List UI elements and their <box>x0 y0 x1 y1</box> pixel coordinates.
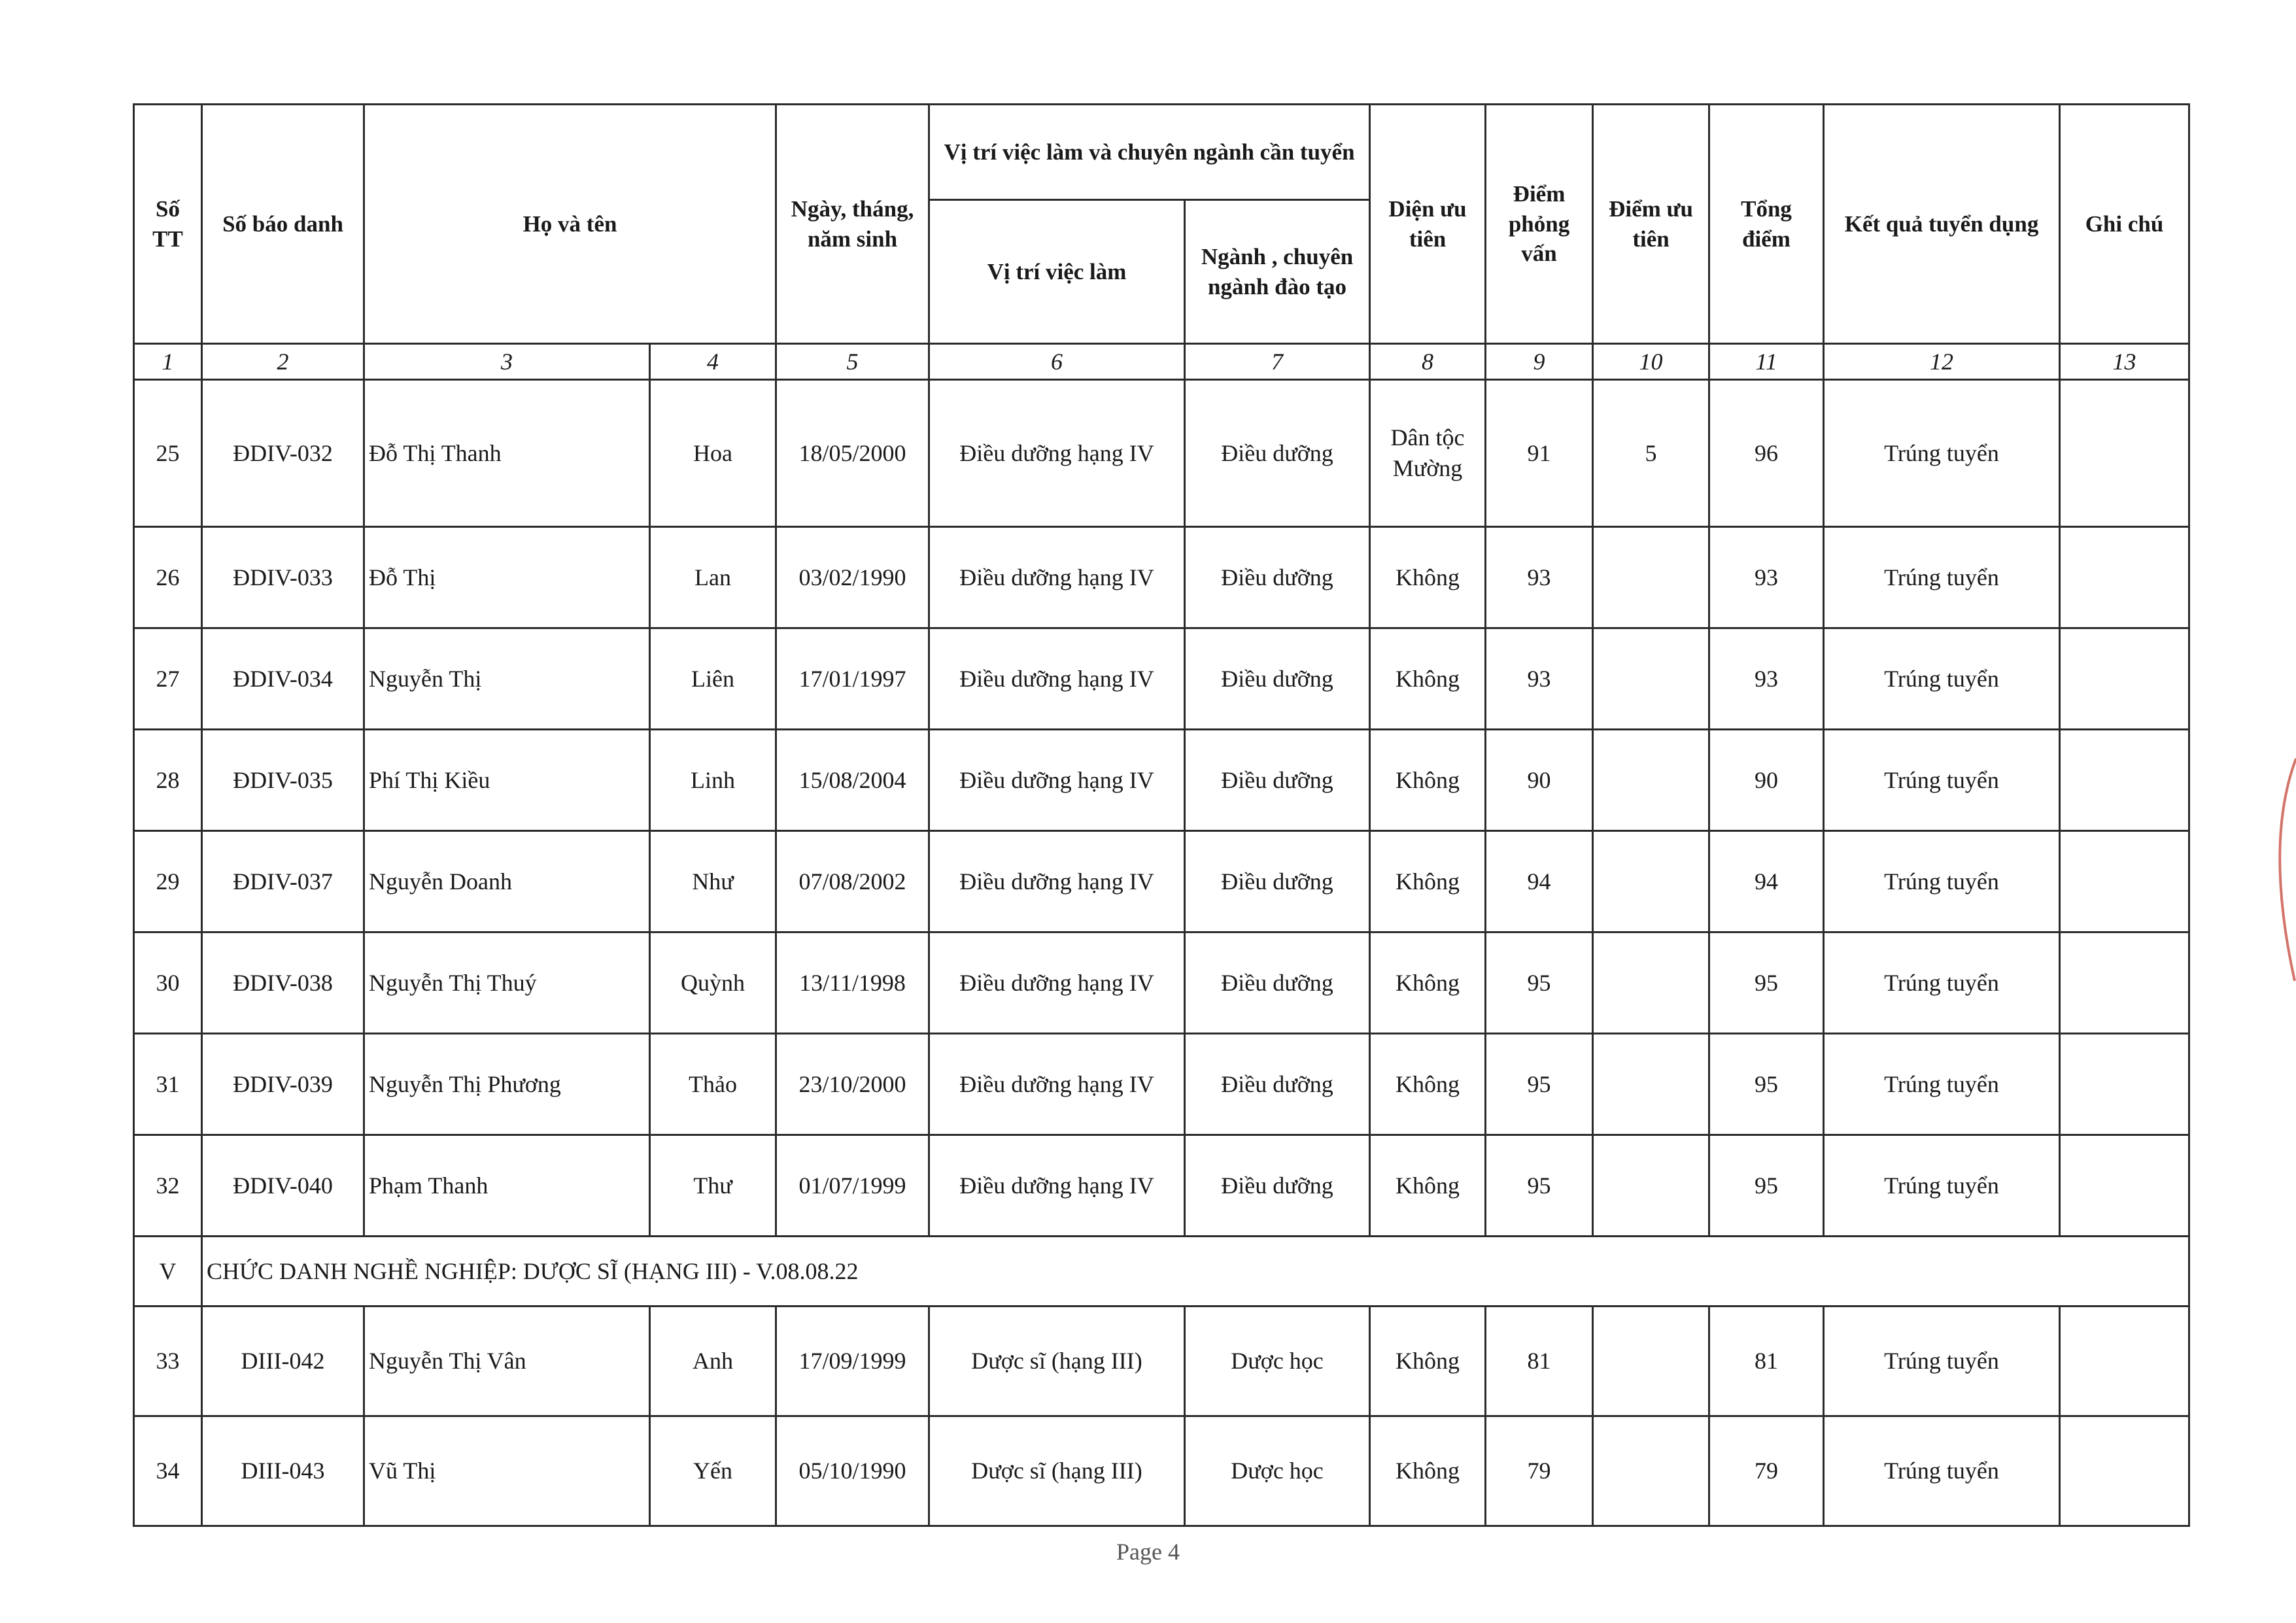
table-row <box>134 1135 2189 1237</box>
cell-vt: Dược sĩ (hạng III) <box>929 1416 1185 1526</box>
cell-dut: Không <box>1370 730 1486 831</box>
cell-dut: Không <box>1370 1416 1486 1526</box>
table-row <box>134 628 2189 730</box>
cell-ns: 05/10/1990 <box>776 1416 929 1526</box>
cell-ns: 17/09/1999 <box>776 1307 929 1416</box>
cell-stt: 26 <box>134 527 202 628</box>
cell-ut <box>1593 1307 1709 1416</box>
cell-ng: Điều dưỡng <box>1185 831 1370 932</box>
cell-sbd: ĐDIV-034 <box>202 628 364 730</box>
cell-vt: Điều dưỡng hạng IV <box>929 1034 1185 1135</box>
table-row <box>134 1416 2189 1526</box>
table-row <box>134 527 2189 628</box>
header-stt: Số TT <box>134 105 202 344</box>
cell-ng: Điều dưỡng <box>1185 730 1370 831</box>
cell-vt: Điều dưỡng hạng IV <box>929 831 1185 932</box>
cell-vt: Dược sĩ (hạng III) <box>929 1307 1185 1416</box>
cell-stt: 34 <box>134 1416 202 1526</box>
cell-pv: 93 <box>1486 628 1593 730</box>
table-row <box>134 730 2189 831</box>
cell-ns: 13/11/1998 <box>776 932 929 1034</box>
cell-stt: 31 <box>134 1034 202 1135</box>
cell-ut: 5 <box>1593 380 1709 527</box>
cell-sbd: ĐDIV-035 <box>202 730 364 831</box>
cell-dut: Không <box>1370 1135 1486 1237</box>
cell-sbd: DIII-042 <box>202 1307 364 1416</box>
results-sheet <box>133 103 2190 1527</box>
cell-tong: 93 <box>1709 628 1824 730</box>
cell-dut: Không <box>1370 831 1486 932</box>
cell-ng: Dược học <box>1185 1307 1370 1416</box>
header-ghi-chu: Ghi chú <box>2060 105 2189 344</box>
cell-ns: 23/10/2000 <box>776 1034 929 1135</box>
table-row <box>134 380 2189 527</box>
cell-ns: 18/05/2000 <box>776 380 929 527</box>
header-diem-uu-tien: Điểm ưu tiên <box>1593 105 1709 344</box>
cell-pv: 90 <box>1486 730 1593 831</box>
column-number-row <box>134 344 2189 380</box>
cell-ng: Điều dưỡng <box>1185 1135 1370 1237</box>
table-row <box>134 1307 2189 1416</box>
header-vi-tri: Vị trí việc làm <box>929 200 1185 344</box>
results-table <box>133 103 2190 1527</box>
header-nganh: Ngành , chuyên ngành đào tạo <box>1185 200 1370 344</box>
cell-pv: 95 <box>1486 1034 1593 1135</box>
column-number: 9 <box>1486 344 1593 380</box>
cell-ho: Phí Thị Kiều <box>364 730 650 831</box>
cell-pv: 91 <box>1486 380 1593 527</box>
cell-dut: Không <box>1370 1307 1486 1416</box>
cell-ng: Điều dưỡng <box>1185 380 1370 527</box>
header-tong-diem: Tổng điểm <box>1709 105 1824 344</box>
cell-ns: 17/01/1997 <box>776 628 929 730</box>
table-row <box>134 1034 2189 1135</box>
cell-tong: 93 <box>1709 527 1824 628</box>
cell-tong: 94 <box>1709 831 1824 932</box>
cell-tong: 96 <box>1709 380 1824 527</box>
cell-ten: Yến <box>650 1416 776 1526</box>
header-ngay-sinh: Ngày, tháng, năm sinh <box>776 105 929 344</box>
cell-gc <box>2060 1416 2189 1526</box>
cell-ng: Điều dưỡng <box>1185 527 1370 628</box>
column-number: 2 <box>202 344 364 380</box>
cell-ho: Vũ Thị <box>364 1416 650 1526</box>
cell-ut <box>1593 1034 1709 1135</box>
column-number: 8 <box>1370 344 1486 380</box>
cell-pv: 81 <box>1486 1307 1593 1416</box>
cell-sbd: ĐDIV-039 <box>202 1034 364 1135</box>
cell-ut <box>1593 730 1709 831</box>
cell-ten: Như <box>650 831 776 932</box>
cell-sbd: ĐDIV-040 <box>202 1135 364 1237</box>
cell-dut: Không <box>1370 932 1486 1034</box>
column-number: 12 <box>1824 344 2060 380</box>
cell-ng: Điều dưỡng <box>1185 628 1370 730</box>
cell-ns: 03/02/1990 <box>776 527 929 628</box>
cell-sbd: ĐDIV-032 <box>202 380 364 527</box>
cell-sbd: DIII-043 <box>202 1416 364 1526</box>
cell-stt: 33 <box>134 1307 202 1416</box>
cell-kq: Trúng tuyển <box>1824 831 2060 932</box>
column-number: 10 <box>1593 344 1709 380</box>
cell-pv: 93 <box>1486 527 1593 628</box>
cell-pv: 95 <box>1486 1135 1593 1237</box>
cell-vt: Điều dưỡng hạng IV <box>929 1135 1185 1237</box>
page-number: Page 4 <box>1116 1539 1180 1565</box>
cell-dut: Không <box>1370 1034 1486 1135</box>
cell-gc <box>2060 1034 2189 1135</box>
cell-dut: Dân tộc Mường <box>1370 380 1486 527</box>
cell-vt: Điều dưỡng hạng IV <box>929 628 1185 730</box>
cell-stt: 32 <box>134 1135 202 1237</box>
cell-gc <box>2060 527 2189 628</box>
cell-tong: 95 <box>1709 1135 1824 1237</box>
column-number: 3 <box>364 344 650 380</box>
cell-pv: 94 <box>1486 831 1593 932</box>
cell-vt: Điều dưỡng hạng IV <box>929 380 1185 527</box>
column-number: 6 <box>929 344 1185 380</box>
column-number: 4 <box>650 344 776 380</box>
section-title: CHỨC DANH NGHỀ NGHIỆP: DƯỢC SĨ (HẠNG III) - V.08.08.22 <box>202 1237 2189 1307</box>
section-number: V <box>134 1237 202 1307</box>
cell-ut <box>1593 628 1709 730</box>
table-row <box>134 932 2189 1034</box>
cell-ho: Phạm Thanh <box>364 1135 650 1237</box>
cell-sbd: ĐDIV-037 <box>202 831 364 932</box>
cell-kq: Trúng tuyển <box>1824 730 2060 831</box>
cell-tong: 95 <box>1709 1034 1824 1135</box>
cell-ho: Nguyễn Thị Phương <box>364 1034 650 1135</box>
cell-dut: Không <box>1370 527 1486 628</box>
cell-ho: Nguyễn Doanh <box>364 831 650 932</box>
cell-stt: 25 <box>134 380 202 527</box>
header-sbd: Số báo danh <box>202 105 364 344</box>
cell-ut <box>1593 1135 1709 1237</box>
cell-sbd: ĐDIV-033 <box>202 527 364 628</box>
cell-ho: Nguyễn Thị Vân <box>364 1307 650 1416</box>
cell-ten: Thư <box>650 1135 776 1237</box>
cell-ho: Đỗ Thị Thanh <box>364 380 650 527</box>
section-row <box>134 1237 2189 1307</box>
column-number: 11 <box>1709 344 1824 380</box>
cell-ho: Đỗ Thị <box>364 527 650 628</box>
cell-kq: Trúng tuyển <box>1824 527 2060 628</box>
table-row <box>134 831 2189 932</box>
cell-kq: Trúng tuyển <box>1824 1416 2060 1526</box>
cell-ten: Anh <box>650 1307 776 1416</box>
cell-tong: 95 <box>1709 932 1824 1034</box>
header-diem-phong-van: Điểm phỏng vấn <box>1486 105 1593 344</box>
cell-stt: 28 <box>134 730 202 831</box>
cell-pv: 95 <box>1486 932 1593 1034</box>
cell-stt: 30 <box>134 932 202 1034</box>
cell-gc <box>2060 380 2189 527</box>
cell-stt: 29 <box>134 831 202 932</box>
cell-pv: 79 <box>1486 1416 1593 1526</box>
column-number: 5 <box>776 344 929 380</box>
header-ket-qua: Kết quả tuyển dụng <box>1824 105 2060 344</box>
cell-dut: Không <box>1370 628 1486 730</box>
cell-gc <box>2060 628 2189 730</box>
cell-ut <box>1593 1416 1709 1526</box>
cell-ho: Nguyễn Thị Thuý <box>364 932 650 1034</box>
cell-kq: Trúng tuyển <box>1824 932 2060 1034</box>
cell-ns: 07/08/2002 <box>776 831 929 932</box>
column-number: 13 <box>2060 344 2189 380</box>
cell-ten: Lan <box>650 527 776 628</box>
header-ho-ten: Họ và tên <box>364 105 776 344</box>
cell-kq: Trúng tuyển <box>1824 1135 2060 1237</box>
cell-kq: Trúng tuyển <box>1824 1034 2060 1135</box>
cell-kq: Trúng tuyển <box>1824 628 2060 730</box>
cell-kq: Trúng tuyển <box>1824 1307 2060 1416</box>
header-vi-tri-group: Vị trí việc làm và chuyên ngành cần tuyển <box>929 105 1370 200</box>
cell-stt: 27 <box>134 628 202 730</box>
cell-ten: Quỳnh <box>650 932 776 1034</box>
cell-gc <box>2060 831 2189 932</box>
cell-ng: Dược học <box>1185 1416 1370 1526</box>
cell-gc <box>2060 730 2189 831</box>
cell-gc <box>2060 932 2189 1034</box>
cell-ng: Điều dưỡng <box>1185 1034 1370 1135</box>
cell-ten: Thảo <box>650 1034 776 1135</box>
cell-ut <box>1593 932 1709 1034</box>
cell-ut <box>1593 527 1709 628</box>
cell-ns: 15/08/2004 <box>776 730 929 831</box>
cell-ut <box>1593 831 1709 932</box>
cell-tong: 90 <box>1709 730 1824 831</box>
cell-ho: Nguyễn Thị <box>364 628 650 730</box>
cell-ten: Liên <box>650 628 776 730</box>
cell-sbd: ĐDIV-038 <box>202 932 364 1034</box>
cell-ten: Linh <box>650 730 776 831</box>
cell-kq: Trúng tuyển <box>1824 380 2060 527</box>
red-seal-edge <box>2270 752 2296 987</box>
cell-tong: 79 <box>1709 1416 1824 1526</box>
cell-ng: Điều dưỡng <box>1185 932 1370 1034</box>
cell-tong: 81 <box>1709 1307 1824 1416</box>
cell-gc <box>2060 1307 2189 1416</box>
cell-vt: Điều dưỡng hạng IV <box>929 730 1185 831</box>
column-number: 1 <box>134 344 202 380</box>
header-dien-uu-tien: Diện ưu tiên <box>1370 105 1486 344</box>
cell-vt: Điều dưỡng hạng IV <box>929 527 1185 628</box>
cell-gc <box>2060 1135 2189 1237</box>
cell-ns: 01/07/1999 <box>776 1135 929 1237</box>
column-number: 7 <box>1185 344 1370 380</box>
cell-vt: Điều dưỡng hạng IV <box>929 932 1185 1034</box>
cell-ten: Hoa <box>650 380 776 527</box>
